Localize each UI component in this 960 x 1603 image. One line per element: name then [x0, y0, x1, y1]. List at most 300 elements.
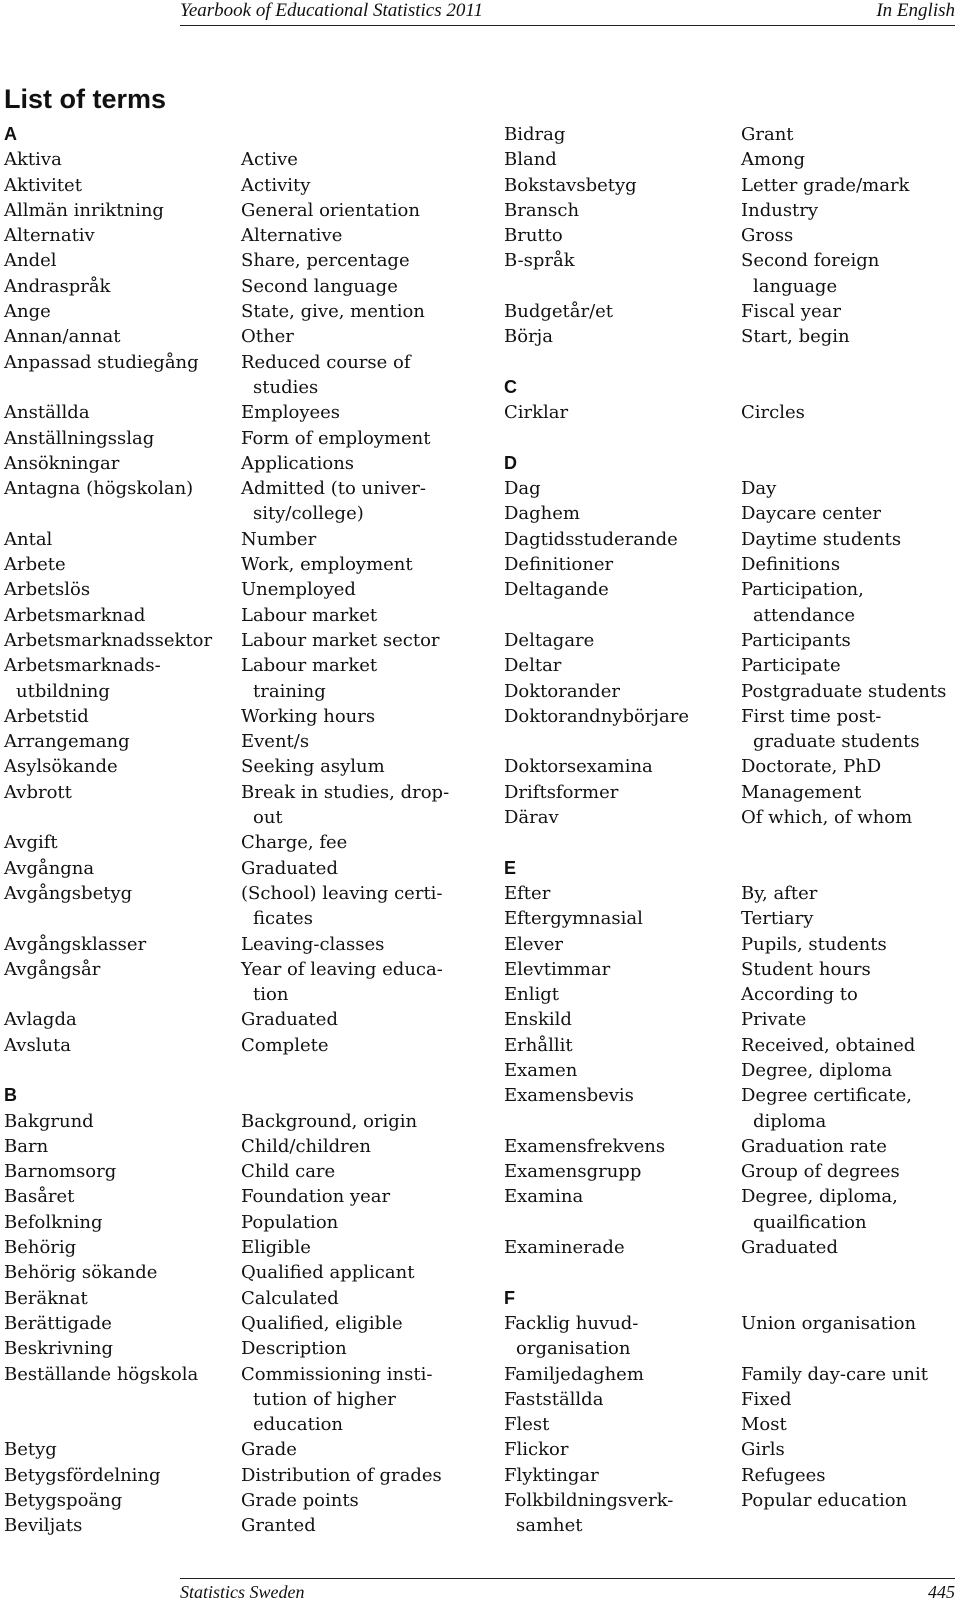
swedish-term-line: Berättigade	[4, 1312, 112, 1334]
swedish-term	[4, 577, 241, 602]
english-term-line: Daytime students	[741, 528, 902, 550]
swedish-term	[4, 147, 241, 172]
swedish-term-line: Bidrag	[504, 124, 566, 145]
english-term	[241, 274, 398, 299]
glossary-entry	[4, 603, 474, 628]
swedish-term-line: Familjedaghem	[504, 1363, 644, 1385]
english-term-line: Unemployed	[241, 579, 356, 601]
swedish-term-line: Examen	[504, 1059, 578, 1081]
swedish-term	[504, 1463, 741, 1488]
english-term-line: Activity	[241, 174, 311, 196]
swedish-term-line: Driftsformer	[504, 781, 619, 803]
english-term-line: sity/college)	[253, 503, 364, 525]
swedish-term	[504, 957, 741, 982]
swedish-term-line: Behörig sökande	[4, 1262, 158, 1284]
swedish-term-line: Examinerade	[504, 1237, 625, 1259]
glossary-entry	[4, 1007, 474, 1032]
english-term	[241, 1513, 316, 1538]
english-term	[241, 198, 420, 223]
glossary-entry	[504, 957, 960, 982]
swedish-term	[504, 1007, 741, 1032]
english-term-line: By, after	[741, 882, 818, 904]
english-term-line: Start, begin	[741, 326, 850, 348]
english-term	[241, 476, 426, 527]
swedish-term	[504, 1184, 741, 1235]
english-term-line: Letter grade/mark	[741, 174, 910, 196]
english-term-line: Among	[741, 149, 806, 171]
english-term	[241, 223, 342, 248]
swedish-term	[4, 957, 241, 1008]
english-term	[741, 982, 858, 1007]
swedish-term-line: Betygspoäng	[4, 1490, 123, 1512]
english-term-line: According to	[741, 984, 858, 1006]
glossary-entry	[4, 248, 474, 273]
glossary-entry	[4, 1437, 474, 1462]
english-term-line: Degree, diploma,	[741, 1186, 898, 1208]
glossary-entry	[504, 299, 960, 324]
english-term	[741, 552, 840, 577]
english-term	[741, 805, 912, 830]
english-term-line: Doctorate, PhD	[741, 756, 882, 778]
english-term	[741, 1437, 785, 1462]
english-term	[241, 932, 384, 957]
glossary-entry	[4, 527, 474, 552]
english-term	[741, 1362, 928, 1387]
glossary-entry	[504, 147, 960, 172]
english-term-line: Industry	[741, 199, 819, 221]
english-term-line: Graduated	[741, 1237, 838, 1259]
english-term	[741, 679, 946, 704]
glossary-entry	[4, 780, 474, 831]
swedish-term-line: Betyg	[4, 1439, 57, 1461]
swedish-term-line: Börja	[504, 326, 553, 348]
swedish-term	[504, 881, 741, 906]
swedish-term-line: Barnomsorg	[4, 1161, 117, 1183]
english-term-line: Year of leaving educa-	[241, 958, 443, 980]
swedish-term	[4, 173, 241, 198]
swedish-term-line: Beviljats	[4, 1515, 83, 1537]
swedish-term	[504, 122, 741, 147]
glossary-entry	[4, 881, 474, 932]
swedish-term	[4, 754, 241, 779]
english-term-line: Union organisation	[741, 1312, 917, 1334]
glossary-entry	[4, 476, 474, 527]
english-term	[241, 173, 310, 198]
english-term-line: Circles	[741, 402, 805, 424]
swedish-term-line: Anpassad studiegång	[4, 351, 199, 373]
swedish-term	[504, 1437, 741, 1462]
glossary-entry	[504, 1134, 960, 1159]
glossary-entry	[4, 1159, 474, 1184]
english-term-line: Grade	[241, 1439, 297, 1461]
swedish-term	[504, 1311, 741, 1362]
english-term-line: Break in studies, drop-	[241, 781, 450, 803]
english-term	[241, 1437, 297, 1462]
swedish-term	[504, 400, 741, 425]
swedish-term-line: Arrangemang	[4, 731, 130, 753]
english-term	[241, 1007, 338, 1032]
glossary-entry	[504, 400, 960, 425]
swedish-term	[504, 173, 741, 198]
swedish-term	[504, 299, 741, 324]
english-term-line: Participants	[741, 629, 851, 651]
swedish-term	[4, 628, 241, 653]
english-term-line: First time post-	[741, 705, 882, 727]
english-term-line: ficates	[253, 908, 313, 930]
swedish-term	[4, 729, 241, 754]
english-term	[241, 1210, 338, 1235]
english-term	[241, 147, 298, 172]
swedish-term-line: Deltagare	[504, 629, 595, 651]
glossary-entry	[4, 198, 474, 223]
swedish-term	[504, 628, 741, 653]
english-term	[241, 1362, 432, 1438]
english-term-line: State, give, mention	[241, 301, 425, 323]
english-term	[741, 1412, 787, 1437]
swedish-term-line: Deltagande	[504, 579, 609, 601]
english-term-line: Gross	[741, 225, 794, 247]
english-term-line: Of which, of whom	[741, 807, 913, 829]
swedish-term-line: Bakgrund	[4, 1110, 94, 1132]
english-term	[741, 1159, 900, 1184]
english-term	[241, 552, 413, 577]
glossary-entry	[4, 1336, 474, 1361]
swedish-term	[504, 223, 741, 248]
english-term	[241, 1033, 329, 1058]
swedish-term-line: Elever	[504, 933, 563, 955]
swedish-term	[504, 1083, 741, 1134]
swedish-term-line: Basåret	[4, 1186, 75, 1208]
glossary-entry	[4, 147, 474, 172]
swedish-term-line: Andel	[4, 250, 57, 272]
english-term-line: Grant	[741, 124, 794, 145]
english-term-line: Active	[241, 149, 298, 171]
swedish-term	[4, 780, 241, 831]
english-term-line: quailfication	[753, 1211, 867, 1233]
english-term	[741, 527, 901, 552]
glossary-entry	[504, 1362, 960, 1387]
glossary-entry	[504, 1437, 960, 1462]
glossary-entry	[4, 577, 474, 602]
english-term-line: Population	[241, 1211, 339, 1233]
english-term	[741, 1184, 898, 1235]
swedish-term	[4, 1134, 241, 1159]
swedish-term-line: Arbete	[4, 554, 66, 576]
english-term-line: General orientation	[241, 199, 420, 221]
glossary-entry	[504, 754, 960, 779]
glossary-entry	[504, 1311, 960, 1362]
english-term-line: Background, origin	[241, 1110, 418, 1132]
swedish-term-line: Avgångsbetyg	[4, 882, 133, 904]
english-term-line: Leaving-classes	[241, 933, 385, 955]
section-letter: D	[504, 452, 517, 473]
glossary-entry	[4, 274, 474, 299]
glossary-entry	[504, 982, 960, 1007]
english-term-line: language	[753, 275, 838, 297]
glossary-entry	[504, 173, 960, 198]
glossary-entry	[504, 223, 960, 248]
english-term-line: Employees	[241, 402, 341, 424]
glossary-entry	[504, 1058, 960, 1083]
english-term	[241, 1260, 414, 1285]
english-term-line: Daycare center	[741, 503, 881, 525]
english-term-line: Labour market	[241, 604, 378, 626]
swedish-term-line: Arbetstid	[4, 705, 89, 727]
glossary-entry	[4, 1362, 474, 1438]
glossary-entry	[4, 1134, 474, 1159]
english-term-line: tution of higher	[253, 1388, 396, 1410]
english-term	[741, 248, 879, 299]
swedish-term	[504, 982, 741, 1007]
swedish-term-line: Avsluta	[4, 1034, 71, 1056]
english-term-line: Second foreign	[741, 250, 880, 272]
glossary-entry	[504, 1387, 960, 1412]
glossary-entry	[4, 173, 474, 198]
english-term	[241, 299, 425, 324]
english-term	[241, 1134, 371, 1159]
swedish-term	[4, 1286, 241, 1311]
english-term-line: out	[253, 807, 283, 829]
english-term-line: tion	[253, 984, 289, 1006]
swedish-term-line: Definitioner	[504, 554, 614, 576]
swedish-term-line: Aktiva	[4, 149, 62, 171]
english-term	[741, 1311, 916, 1362]
english-term	[741, 223, 793, 248]
glossary-entry	[504, 1184, 960, 1235]
swedish-term-line: Avbrott	[4, 781, 72, 803]
swedish-term-line: Avgångna	[4, 857, 95, 879]
swedish-term-line: Aktivitet	[4, 174, 82, 196]
english-term	[241, 1286, 339, 1311]
swedish-term	[4, 198, 241, 223]
english-term-line: Admitted (to univer-	[241, 478, 426, 500]
english-term-line: Child care	[241, 1161, 336, 1183]
swedish-term-line: Avlagda	[4, 1009, 77, 1031]
swedish-term	[504, 932, 741, 957]
english-term-line: Graduation rate	[741, 1135, 887, 1157]
english-term-line: Degree certificate,	[741, 1085, 912, 1107]
english-term	[741, 122, 794, 147]
swedish-term	[4, 527, 241, 552]
english-term-line: Share, percentage	[241, 250, 410, 272]
swedish-term-line: Annan/annat	[4, 326, 121, 348]
swedish-term-line: Flickor	[504, 1439, 569, 1461]
english-term-line: Group of degrees	[741, 1161, 900, 1183]
glossary-entry	[504, 679, 960, 704]
glossary-entry	[4, 1210, 474, 1235]
section-letter: E	[504, 857, 517, 878]
english-term-line: Event/s	[241, 731, 310, 753]
section-spacer	[504, 1260, 960, 1285]
terms-column-left	[4, 122, 474, 1539]
english-term-line: education	[253, 1414, 343, 1436]
swedish-term	[504, 147, 741, 172]
glossary-entry	[4, 426, 474, 451]
english-term	[741, 1134, 887, 1159]
english-term-line: Eligible	[241, 1237, 311, 1259]
glossary-entry	[4, 704, 474, 729]
english-term	[241, 400, 340, 425]
english-term-line: Work, employment	[241, 554, 413, 576]
english-term	[741, 299, 841, 324]
swedish-term-line: Andraspråk	[4, 275, 111, 297]
english-term-line: diploma	[753, 1110, 827, 1132]
swedish-term	[4, 1437, 241, 1462]
swedish-term-line: Ange	[4, 301, 51, 323]
glossary-entry	[4, 1109, 474, 1134]
english-term-line: Tertiary	[741, 908, 814, 930]
publisher: Statistics Sweden	[180, 1582, 305, 1602]
swedish-term-line: B-språk	[504, 250, 575, 272]
swedish-term	[504, 476, 741, 501]
english-term-line: Participate	[741, 655, 841, 677]
glossary-entry	[4, 451, 474, 476]
english-term-line: Calculated	[241, 1287, 339, 1309]
swedish-term	[4, 299, 241, 324]
page-header	[180, 0, 955, 26]
swedish-term	[4, 274, 241, 299]
english-term-line: Day	[741, 478, 777, 500]
swedish-term	[504, 248, 741, 299]
english-term-line: Girls	[741, 1439, 785, 1461]
english-term-line: Most	[741, 1414, 787, 1436]
glossary-entry	[4, 1260, 474, 1285]
swedish-term	[504, 1058, 741, 1083]
swedish-term-line: Antal	[4, 528, 53, 550]
glossary-entry	[4, 1286, 474, 1311]
swedish-term	[4, 426, 241, 451]
section-letter: B	[4, 1085, 17, 1106]
swedish-term	[4, 223, 241, 248]
english-term-line: Grade points	[241, 1490, 359, 1512]
english-term-line: Form of employment	[241, 427, 431, 449]
glossary-entry	[504, 1083, 960, 1134]
english-term	[241, 830, 347, 855]
english-term-line: Qualified, eligible	[241, 1312, 403, 1334]
english-term-line: Child/children	[241, 1135, 372, 1157]
glossary-entry	[504, 1488, 960, 1539]
glossary-entry	[4, 1235, 474, 1260]
english-term-line: Distribution of grades	[241, 1464, 442, 1486]
swedish-term-line: Examensbevis	[504, 1085, 634, 1107]
english-term-line: Charge, fee	[241, 832, 348, 854]
english-term-line: Graduated	[241, 857, 338, 879]
english-term-line: Definitions	[741, 554, 841, 576]
glossary-entry	[504, 527, 960, 552]
section-letter: F	[504, 1287, 515, 1308]
swedish-term	[504, 198, 741, 223]
swedish-term-line: Dagtidsstuderande	[504, 528, 678, 550]
glossary-entry	[504, 476, 960, 501]
english-term-line: Labour market sector	[241, 629, 440, 651]
english-term	[741, 476, 776, 501]
english-term	[241, 704, 375, 729]
glossary-entry	[4, 400, 474, 425]
swedish-term-line: Antagna (högskolan)	[4, 478, 194, 500]
english-term	[741, 198, 818, 223]
glossary-entry	[504, 577, 960, 628]
swedish-term-line: Alternativ	[4, 225, 95, 247]
section-letter: C	[504, 376, 517, 397]
swedish-term-line: Behörig	[4, 1237, 77, 1259]
english-term	[241, 1488, 359, 1513]
swedish-term	[504, 1159, 741, 1184]
swedish-term-line: Allmän inriktning	[4, 199, 164, 221]
swedish-term	[4, 1463, 241, 1488]
swedish-term	[504, 1362, 741, 1387]
swedish-term-line: Eftergymnasial	[504, 908, 643, 930]
english-term	[741, 1235, 838, 1260]
english-term-line: Fiscal year	[741, 301, 841, 323]
english-term-line: Graduated	[241, 1009, 338, 1031]
glossary-entry	[4, 350, 474, 401]
swedish-term-line: Avgångsklasser	[4, 933, 147, 955]
english-term	[741, 577, 864, 628]
english-term	[241, 324, 294, 349]
english-term-line: Student hours	[741, 958, 871, 980]
glossary-entry	[4, 830, 474, 855]
glossary-entry	[504, 1235, 960, 1260]
swedish-term-line: Doktorander	[504, 680, 620, 702]
swedish-term-line: Cirklar	[504, 402, 569, 424]
language-label: In English	[876, 0, 955, 21]
swedish-term-line: Efter	[504, 882, 551, 904]
swedish-term-line: Befolkning	[4, 1211, 103, 1233]
english-term	[241, 881, 443, 932]
swedish-term-line: utbildning	[16, 680, 110, 702]
english-term	[241, 1311, 403, 1336]
swedish-term-line: Bland	[504, 149, 557, 171]
swedish-term-line: organisation	[516, 1338, 631, 1360]
swedish-term	[504, 577, 741, 628]
glossary-entry	[504, 122, 960, 147]
swedish-term	[4, 1362, 241, 1438]
swedish-term-line: Daghem	[504, 503, 580, 525]
swedish-term-line: Bransch	[504, 199, 580, 221]
english-term	[241, 1184, 390, 1209]
glossary-entry	[504, 1007, 960, 1032]
glossary-entry	[504, 704, 960, 755]
swedish-term	[4, 1109, 241, 1134]
english-term-line: Second language	[241, 275, 398, 297]
english-term-line: Working hours	[241, 705, 376, 727]
swedish-term-line: Flyktingar	[504, 1464, 599, 1486]
swedish-term	[504, 653, 741, 678]
swedish-term-line: Doktorsexamina	[504, 756, 653, 778]
glossary-entry	[4, 729, 474, 754]
english-term-line: Popular education	[741, 1490, 908, 1512]
swedish-term	[4, 1184, 241, 1209]
swedish-term	[4, 704, 241, 729]
section-spacer	[504, 350, 960, 375]
glossary-entry	[4, 754, 474, 779]
section-spacer	[504, 830, 960, 855]
swedish-term-line: Beräknat	[4, 1287, 88, 1309]
glossary-entry	[4, 628, 474, 653]
swedish-term-line: Beskrivning	[4, 1338, 114, 1360]
english-term	[741, 932, 887, 957]
page-footer	[180, 1578, 955, 1601]
english-term-line: graduate students	[753, 731, 920, 753]
english-term	[741, 780, 861, 805]
english-term-line: Reduced course of	[241, 351, 411, 373]
swedish-term	[504, 1134, 741, 1159]
english-term	[241, 1336, 347, 1361]
english-term	[741, 1058, 892, 1083]
swedish-term	[504, 1488, 741, 1539]
swedish-term-line: Folkbildningsverk-	[504, 1490, 674, 1512]
swedish-term-line: Doktorandnybörjare	[504, 705, 689, 727]
